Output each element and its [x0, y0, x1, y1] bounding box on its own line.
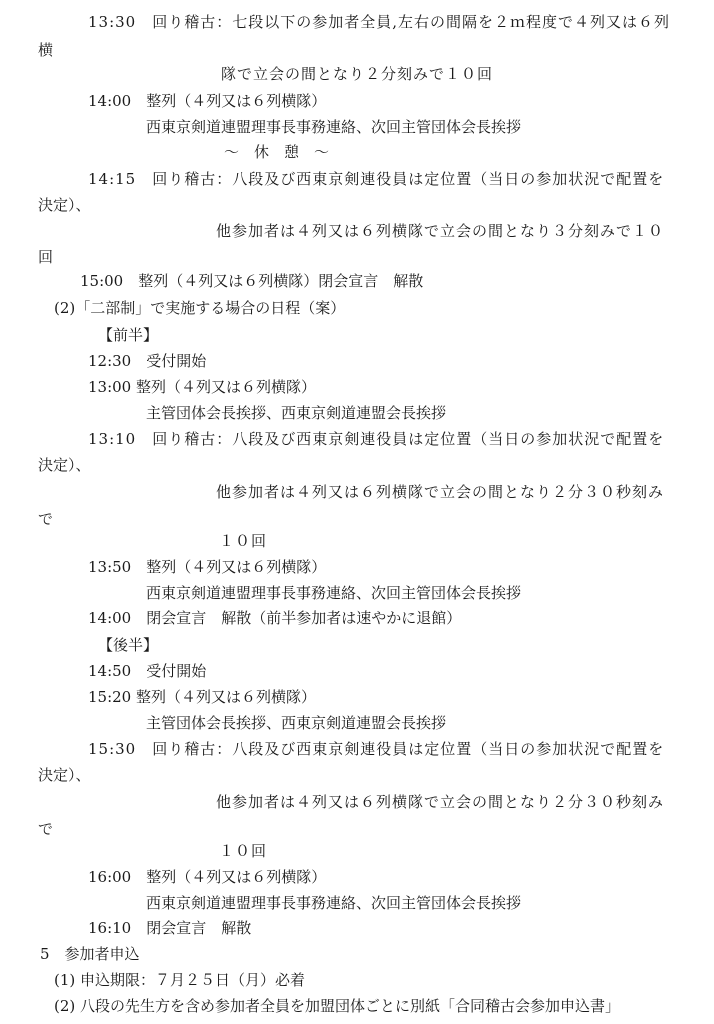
text-line: 決定）、	[38, 456, 91, 474]
text-line: で	[38, 820, 54, 838]
text-line: 12:30 受付開始	[88, 352, 207, 370]
text-line: 15:00 整列（４列又は６列横隊）閉会宣言 解散	[80, 272, 424, 290]
text-line: 13:00 整列（４列又は６列横隊）	[88, 378, 316, 396]
text-line: 14:00 閉会宣言 解散（前半参加者は速やかに退館）	[88, 609, 462, 627]
text-line: 他参加者は４列又は６列横隊で立会の間となり２分３０秒刻み	[216, 483, 665, 501]
text-line: 13:30 回り稽古：七段以下の参加者全員,左右の間隔を２ｍ程度で４列又は６列	[88, 13, 670, 31]
text-line: 16:10 閉会宣言 解散	[88, 919, 252, 937]
text-line: 他参加者は４列又は６列横隊で立会の間となり３分刻みで１０	[216, 222, 665, 240]
text-line: １０回	[219, 842, 268, 860]
text-line: 14:50 受付開始	[88, 662, 207, 680]
text-line: 西東京剣道連盟理事長事務連絡、次回主管団体会長挨拶	[146, 894, 522, 912]
text-line: 他参加者は４列又は６列横隊で立会の間となり２分３０秒刻み	[216, 793, 665, 811]
text-line: 西東京剣道連盟理事長事務連絡、次回主管団体会長挨拶	[146, 584, 522, 602]
section-heading: 5 参加者申込	[40, 945, 140, 963]
text-line: 13:50 整列（４列又は６列横隊）	[88, 558, 327, 576]
text-line: (1) 申込期限：７月２５日（月）必着	[54, 971, 306, 989]
text-line: 【前半】	[98, 326, 159, 344]
text-line: 横	[38, 41, 54, 59]
text-line: 15:30 回り稽古：八段及び西東京剣連役員は定位置（当日の参加状況で配置を	[88, 740, 665, 758]
text-line: 主管団体会長挨拶、西東京剣道連盟会長挨拶	[146, 714, 447, 732]
text-line: 16:00 整列（４列又は６列横隊）	[88, 868, 327, 886]
text-line: 15:20 整列（４列又は６列横隊）	[88, 688, 316, 706]
text-line: １０回	[219, 532, 268, 550]
text-line: 14:15 回り稽古：八段及び西東京剣連役員は定位置（当日の参加状況で配置を	[88, 170, 665, 188]
text-line: 14:00 整列（４列又は６列横隊）	[88, 92, 327, 110]
text-line: で	[38, 510, 54, 528]
text-line: (2) 八段の先生方を含め参加者全員を加盟団体ごとに別紙「合同稽古会参加申込書」	[54, 997, 621, 1015]
text-line: 決定）、	[38, 196, 91, 214]
text-line: 決定）、	[38, 766, 91, 784]
text-line: (2)「二部制」で実施する場合の日程（案）	[54, 299, 346, 317]
text-line: 隊で立会の間となり２分刻みで１０回	[221, 65, 494, 83]
text-line: 回	[38, 248, 54, 266]
text-line: 西東京剣道連盟理事長事務連絡、次回主管団体会長挨拶	[146, 118, 522, 136]
text-line: 〜 休 憩 〜	[224, 143, 330, 161]
text-line: 主管団体会長挨拶、西東京剣道連盟会長挨拶	[146, 404, 447, 422]
text-line: 【後半】	[98, 636, 159, 654]
text-line: 13:10 回り稽古：八段及び西東京剣連役員は定位置（当日の参加状況で配置を	[88, 430, 665, 448]
